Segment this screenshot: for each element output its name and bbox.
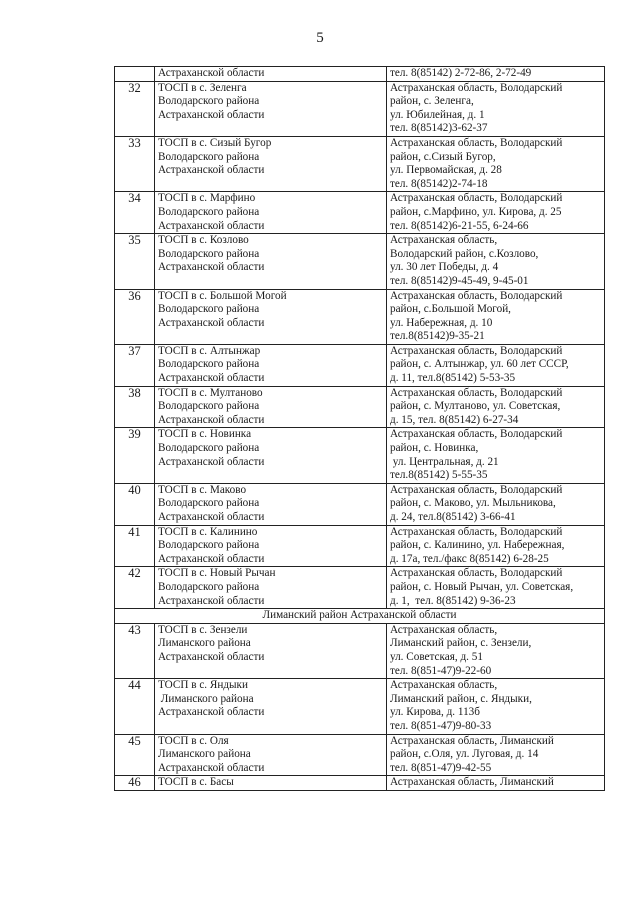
table-row xyxy=(115,136,605,191)
table-row xyxy=(115,344,605,386)
organization-address: Астраханская область, Лиманский район, с.Оля, ул. Луговая, д. 14 тел. 8(851-47)9-42-55 xyxy=(387,734,605,776)
organization-name: ТОСП в с. Басы xyxy=(155,776,387,791)
organization-address: Астраханская область, Володарский район, с. Новинка, ул. Центральная, д. 21 тел.8(85142) 5-55-35 xyxy=(387,428,605,483)
row-number: 41 xyxy=(115,525,155,567)
organization-address: Астраханская область, Лиманский район, с. Зензели, ул. Советская, д. 51 тел. 8(851-47)9-22-60 xyxy=(387,623,605,678)
organization-address: Астраханская область, Володарский район, с. Зеленга, ул. Юбилейная, д. 1 тел. 8(85142)3-62-37 xyxy=(387,81,605,136)
section-header: Лиманский район Астраханской области xyxy=(115,609,605,624)
row-number: 40 xyxy=(115,483,155,525)
row-number: 34 xyxy=(115,192,155,234)
row-number: 33 xyxy=(115,136,155,191)
table-row xyxy=(115,483,605,525)
row-number xyxy=(115,67,155,82)
organization-name: ТОСП в с. Алтынжар Володарского района Астраханской области xyxy=(155,344,387,386)
row-number: 39 xyxy=(115,428,155,483)
organization-address: Астраханская область, Володарский район, с.Козлово, ул. 30 лет Победы, д. 4 тел. 8(85142)9-45-49, 9-45-01 xyxy=(387,234,605,289)
organization-address: тел. 8(85142) 2-72-86, 2-72-49 xyxy=(387,67,605,82)
row-number: 37 xyxy=(115,344,155,386)
table-row xyxy=(115,386,605,428)
registry-table-body xyxy=(115,67,605,791)
organization-address: Астраханская область, Володарский район, с. Алтынжар, ул. 60 лет СССР, д. 11, тел.8(85142) 5-53-35 xyxy=(387,344,605,386)
organization-name: ТОСП в с. Козлово Володарского района Астраханской области xyxy=(155,234,387,289)
organization-name: ТОСП в с. Большой Могой Володарского района Астраханской области xyxy=(155,289,387,344)
organization-address: Астраханская область, Володарский район, с.Сизый Бугор, ул. Первомайская, д. 28 тел. 8(85142)2-74-18 xyxy=(387,136,605,191)
organization-name: ТОСП в с. Марфино Володарского района Астраханской области xyxy=(155,192,387,234)
table-row xyxy=(115,234,605,289)
row-number: 46 xyxy=(115,776,155,791)
table-row xyxy=(115,734,605,776)
table-row xyxy=(115,428,605,483)
organization-address: Астраханская область, Володарский район, с. Новый Рычан, ул. Советская, д. 1, тел. 8(85142) 9-36-23 xyxy=(387,567,605,609)
organization-name: ТОСП в с. Яндыки Лиманского района Астраханской области xyxy=(155,679,387,734)
organization-address: Астраханская область, Володарский район, с. Мултаново, ул. Советская, д. 15, тел. 8(85142) 6-27-34 xyxy=(387,386,605,428)
organization-name: ТОСП в с. Калинино Володарского района Астраханской области xyxy=(155,525,387,567)
table-row xyxy=(115,289,605,344)
organization-name: ТОСП в с. Зензели Лиманского района Астраханской области xyxy=(155,623,387,678)
organization-name: ТОСП в с. Оля Лиманского района Астраханской области xyxy=(155,734,387,776)
section-header-row xyxy=(115,609,605,624)
organization-address: Астраханская область, Володарский район, с. Маково, ул. Мыльникова, д. 24, тел.8(85142) 3-66-41 xyxy=(387,483,605,525)
organization-name: ТОСП в с. Мултаново Володарского района Астраханской области xyxy=(155,386,387,428)
organization-address: Астраханская область, Лиманский район, с. Яндыки, ул. Кирова, д. 113б тел. 8(851-47)9-80-33 xyxy=(387,679,605,734)
table-row xyxy=(115,81,605,136)
table-row xyxy=(115,776,605,791)
row-number: 45 xyxy=(115,734,155,776)
organization-name: ТОСП в с. Зеленга Володарского района Астраханской области xyxy=(155,81,387,136)
table-row xyxy=(115,679,605,734)
row-number: 42 xyxy=(115,567,155,609)
organization-address: Астраханская область, Лиманский xyxy=(387,776,605,791)
row-number: 36 xyxy=(115,289,155,344)
table-row xyxy=(115,525,605,567)
row-number: 44 xyxy=(115,679,155,734)
organization-name: ТОСП в с. Сизый Бугор Володарского района Астраханской области xyxy=(155,136,387,191)
organization-name: ТОСП в с. Новинка Володарского района Астраханской области xyxy=(155,428,387,483)
row-number: 35 xyxy=(115,234,155,289)
table-row xyxy=(115,623,605,678)
page-number: 5 xyxy=(316,30,324,46)
table-row xyxy=(115,567,605,609)
table-row-continued xyxy=(115,67,605,82)
organization-address: Астраханская область, Володарский район, с. Калинино, ул. Набережная, д. 17а, тел./факс 8(85142) 6-28-25 xyxy=(387,525,605,567)
registry-table xyxy=(114,66,605,791)
organization-address: Астраханская область, Володарский район, с.Большой Могой, ул. Набережная, д. 10 тел.8(85142)9-35-21 xyxy=(387,289,605,344)
row-number: 38 xyxy=(115,386,155,428)
organization-name: ТОСП в с. Новый Рычан Володарского района Астраханской области xyxy=(155,567,387,609)
row-number: 43 xyxy=(115,623,155,678)
row-number: 32 xyxy=(115,81,155,136)
organization-address: Астраханская область, Володарский район, с.Марфино, ул. Кирова, д. 25 тел. 8(85142)6-21-55, 6-24-66 xyxy=(387,192,605,234)
organization-name: Астраханской области xyxy=(155,67,387,82)
organization-name: ТОСП в с. Маково Володарского района Астраханской области xyxy=(155,483,387,525)
table-row xyxy=(115,192,605,234)
